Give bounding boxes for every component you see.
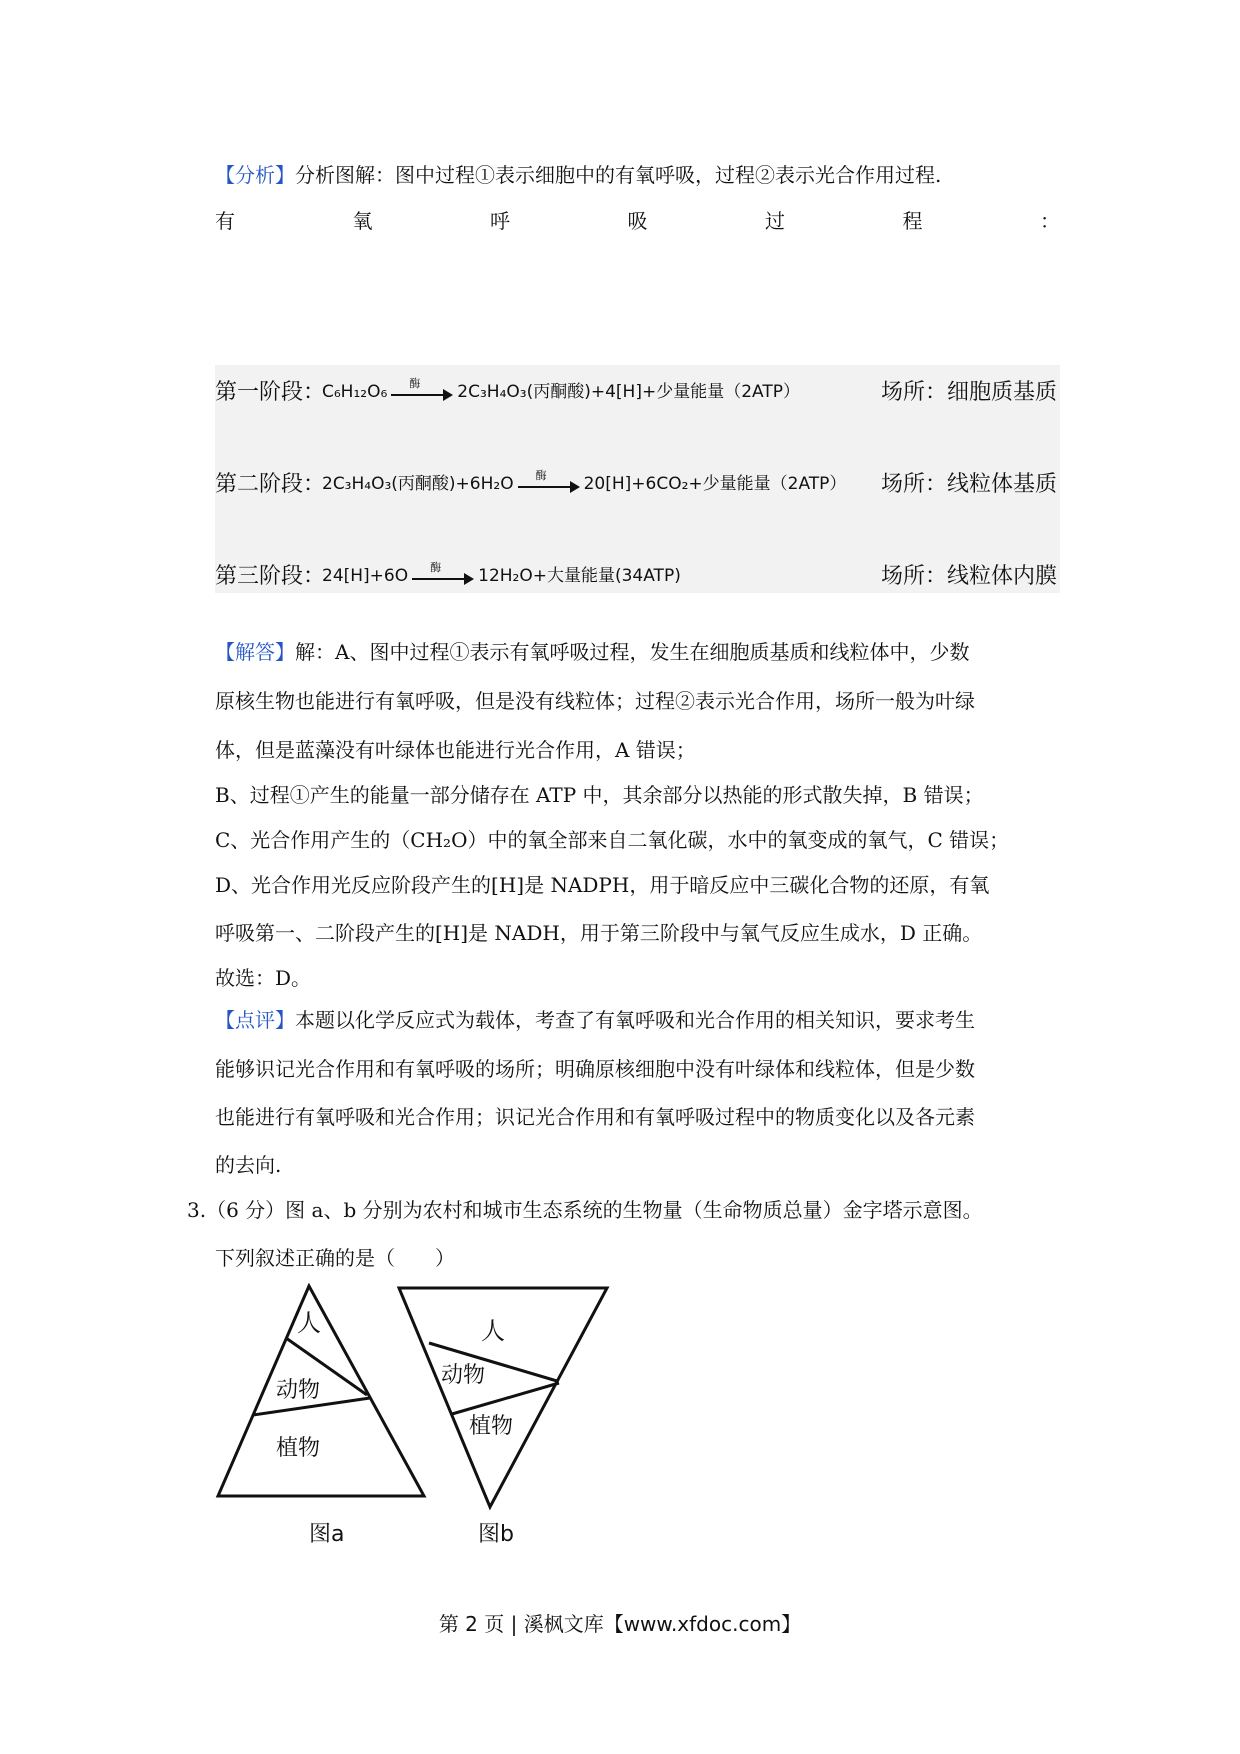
- answer-line: B、过程①产生的能量一部分储存在 ATP 中，其余部分以热能的形式散失掉，B 错误；: [215, 783, 984, 807]
- question-stem: （6 分）图 a、b 分别为农村和城市生态系统的生物量（生命物质总量）金字塔示意图。: [206, 1198, 983, 1222]
- pyramid-b-label-animal: 动物: [441, 1363, 486, 1388]
- equation-left: 2C₃H₄O₃(丙酮酸)+6H₂O: [322, 474, 514, 494]
- spread-char: 吸: [627, 209, 648, 233]
- question-line: [187, 1195, 983, 1225]
- stage-site: 场所：线粒体基质: [881, 472, 1058, 497]
- answer-line: C、光合作用产生的（CH₂O）中的氧全部来自二氧化碳，水中的氧变成的氧气，C 错误；: [215, 828, 1010, 852]
- biomass-pyramids-figure: [215, 1283, 615, 1553]
- analysis-line: [215, 160, 941, 190]
- analysis-text: 分析图解：图中过程①表示细胞中的有氧呼吸，过程②表示光合作用过程.: [295, 163, 942, 187]
- pyramid-b-label-plant: 植物: [469, 1414, 514, 1439]
- comment-line: 的去向.: [215, 1153, 282, 1177]
- comment-tag: 【点评】: [215, 1008, 295, 1032]
- stage-name: 第一阶段：: [215, 380, 326, 405]
- spread-char: 有: [215, 209, 235, 233]
- spread-char: 程: [902, 209, 923, 233]
- stage-equation: [322, 377, 800, 402]
- page-footer: 第 2 页 | 溪枫文库【www.xfdoc.com】: [438, 1612, 802, 1636]
- comment-text: 本题以化学反应式为载体，考查了有氧呼吸和光合作用的相关知识，要求考生: [295, 1008, 975, 1032]
- stage-row: [215, 461, 1060, 501]
- spread-char: 呼: [490, 209, 510, 233]
- equation-left: 24[H]+6O: [322, 566, 409, 586]
- stage-name: 第三阶段：: [215, 564, 326, 589]
- stage-equation: [322, 469, 846, 494]
- reaction-arrow-icon: 酶: [391, 385, 453, 399]
- pyramid-a: [218, 1286, 424, 1496]
- spread-char: 过: [765, 209, 785, 233]
- comment-line: 也能进行有氧呼吸和光合作用；识记光合作用和有氧呼吸过程中的物质变化以及各元素: [215, 1105, 975, 1129]
- equation-right: 12H₂O+大量能量(34ATP): [478, 566, 681, 586]
- stage-site: 场所：线粒体内膜: [881, 564, 1058, 589]
- question-line: 下列叙述正确的是（ ）: [215, 1246, 455, 1270]
- equation-right: 2C₃H₄O₃(丙酮酸)+4[H]+少量能量（2ATP）: [457, 382, 800, 402]
- answer-line: 呼吸第一、二阶段产生的[H]是 NADH，用于第三阶段中与氧气反应生成水，D 正确。: [215, 921, 983, 945]
- pyramid-a-label-animal: 动物: [276, 1378, 321, 1403]
- stage-row: [215, 369, 1060, 409]
- answer-line: D、光合作用光反应阶段产生的[H]是 NADPH，用于暗反应中三碳化合物的还原，有氧: [215, 873, 990, 897]
- analysis-tag: 【分析】: [215, 163, 295, 187]
- comment-line: 能够识记光合作用和有氧呼吸的场所；明确原核细胞中没有叶绿体和线粒体，但是少数: [215, 1057, 975, 1081]
- answer-line: 原核生物也能进行有氧呼吸，但是没有线粒体；过程②表示光合作用，场所一般为叶绿: [215, 689, 975, 713]
- pyramid-a-caption: 图a: [309, 1522, 345, 1547]
- answer-tag: 【解答】: [215, 640, 295, 664]
- stage-row: [215, 553, 1060, 593]
- stage-name: 第二阶段：: [215, 472, 326, 497]
- stage-site: 场所：细胞质基质: [881, 380, 1058, 405]
- reaction-arrow-icon: 酶: [412, 569, 474, 583]
- spread-char: 氧: [352, 209, 373, 233]
- pyramid-a-label-human: 人: [297, 1309, 321, 1337]
- equation-left: C₆H₁₂O₆: [322, 382, 388, 402]
- pyramid-a-label-plant: 植物: [276, 1436, 321, 1461]
- answer-line: [215, 637, 969, 667]
- comment-line: [215, 1005, 975, 1035]
- spread-char: ：: [1040, 209, 1060, 233]
- answer-text: 解：A、图中过程①表示有氧呼吸过程，发生在细胞质基质和线粒体中，少数: [295, 640, 970, 664]
- respiration-stages-figure: [215, 365, 1060, 593]
- question-number: 3.: [187, 1198, 207, 1222]
- stage-equation: [322, 561, 681, 586]
- equation-right: 20[H]+6CO₂+少量能量（2ATP）: [583, 474, 847, 494]
- answer-line: 体，但是蓝藻没有叶绿体也能进行光合作用，A 错误；: [215, 738, 696, 762]
- analysis-spread-line: [215, 206, 1060, 236]
- pyramid-b-caption: 图b: [478, 1522, 514, 1547]
- reaction-arrow-icon: 酶: [518, 477, 580, 491]
- answer-line: 故选：D。: [215, 966, 312, 990]
- pyramid-b-label-human: 人: [481, 1317, 505, 1345]
